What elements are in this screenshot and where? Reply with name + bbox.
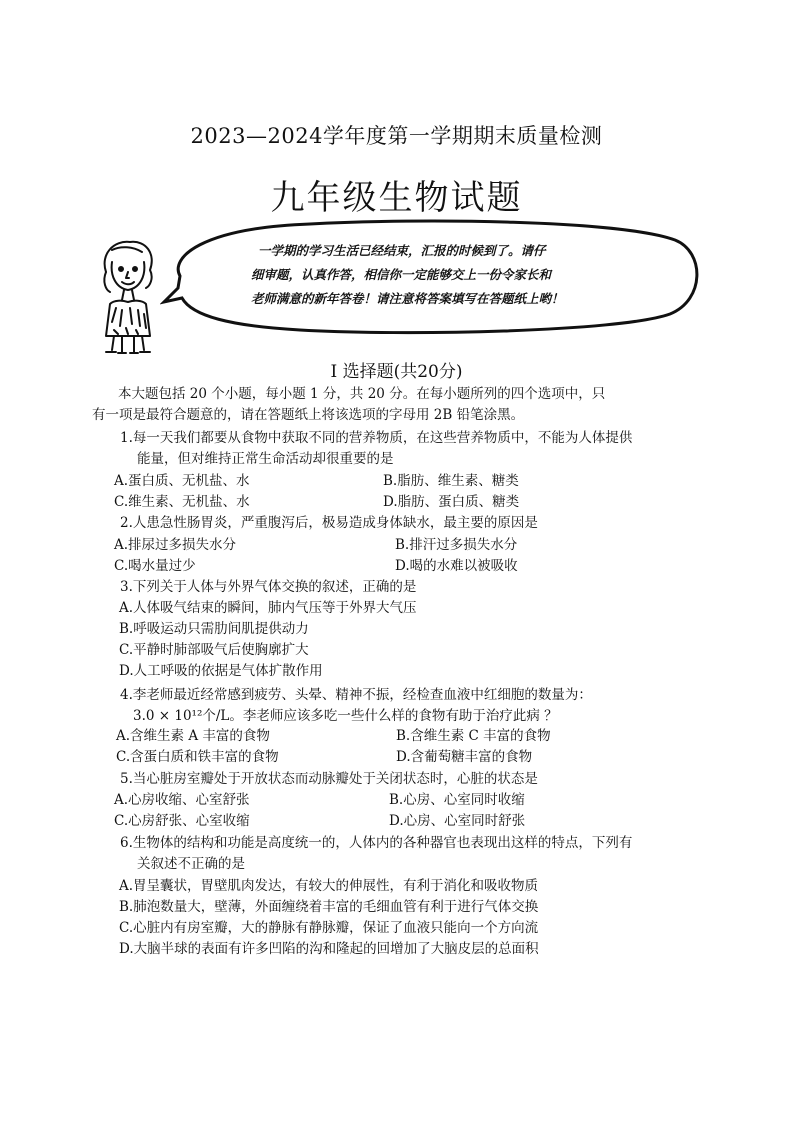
- question-3-option-d: D.人工呼吸的依据是气体扩散作用: [119, 663, 323, 679]
- question-3-option-b: B.呼吸运动只需肋间肌提供动力: [119, 621, 309, 637]
- question-3-option-a: A.人体吸气结束的瞬间，肺内气压等于外界大气压: [119, 600, 417, 616]
- question-1-option-a: A.蛋白质、无机盐、水: [114, 473, 250, 489]
- question-6-option-d: D.大脑半球的表面有许多凹陷的沟和隆起的回增加了大脑皮层的总面积: [119, 941, 539, 957]
- question-5-option-b: B.心房、心室同时收缩: [389, 792, 525, 808]
- cartoon-teacher-illustration: [92, 236, 168, 354]
- question-1-option-d: D.脂肪、蛋白质、糖类: [383, 494, 520, 510]
- question-1-option-b: B.脂肪、维生素、糖类: [383, 473, 519, 489]
- question-5-option-c: C.心房舒张、心室收缩: [114, 813, 250, 829]
- question-4-option-d: D.含葡萄糖丰富的食物: [396, 749, 533, 765]
- question-2-option-c: C.喝水量过少: [114, 558, 196, 574]
- question-6-option-c: C.心脏内有房室瓣，大的静脉有静脉瓣，保证了血液只能向一个方向流: [119, 920, 539, 936]
- question-4-option-b: B.含维生素 C 丰富的食物: [396, 728, 551, 744]
- question-4-stem-cont: 3.0 × 10¹²个/L。李老师应该多吃一些什么样的食物有助于治疗此病 ？: [133, 708, 558, 724]
- question-1-stem: 1.每一天我们都要从食物中获取不同的营养物质，在这些营养物质中，不能为人体提供: [120, 430, 633, 446]
- question-1-stem-cont: 能量，但对维持正常生命活动却很重要的是: [137, 451, 394, 467]
- question-5-option-a: A.心房收缩、心室舒张: [114, 792, 250, 808]
- section-intro-line-1: 本大题包括 20 个小题，每小题 1 分，共 20 分。在每小题所列的四个选项中，只: [118, 386, 606, 402]
- question-6-stem-cont: 关叙述不正确的是: [137, 856, 245, 872]
- question-1-option-c: C.维生素、无机盐、水: [114, 494, 250, 510]
- bubble-line-2: 细审题，认真作答，相信你一定能够交上一份令家长和: [251, 267, 552, 282]
- question-5-option-d: D.心房、心室同时舒张: [389, 813, 526, 829]
- question-2-option-b: B.排汗过多损失水分: [395, 537, 518, 553]
- question-4-stem: 4.李老师最近经常感到疲劳、头晕、精神不振，经检查血液中红细胞的数量为：: [120, 687, 592, 703]
- question-3-option-c: C.平静时肺部吸气后使胸廓扩大: [119, 642, 309, 658]
- question-6-option-a: A.胃呈囊状，胃壁肌肉发达，有较大的伸展性，有利于消化和吸收物质: [119, 878, 539, 894]
- question-5-stem: 5.当心脏房室瓣处于开放状态而动脉瓣处于关闭状态时，心脏的状态是: [120, 771, 538, 787]
- question-4-option-a: A.含维生素 A 丰富的食物: [116, 728, 270, 744]
- question-2-option-d: D.喝的水难以被吸收: [395, 558, 518, 574]
- question-4-option-c: C.含蛋白质和铁丰富的食物: [116, 749, 279, 765]
- question-3-stem: 3.下列关于人体与外界气体交换的叙述，正确的是: [120, 579, 417, 595]
- question-6-stem: 6.生物体的结构和功能是高度统一的，人体内的各种器官也表现出这样的特点，下列有: [120, 835, 633, 851]
- section-heading: Ⅰ 选择题(共20分): [330, 362, 463, 382]
- subject-title: 九年级生物试题: [270, 178, 523, 218]
- bubble-line-3: 老师满意的新年答卷！请注意将答案填写在答题纸上哟！: [251, 291, 564, 306]
- exam-title: 2023—2024学年度第一学期期末质量检测: [190, 124, 603, 148]
- bubble-line-1: 一学期的学习生活已经结束，汇报的时候到了。请仔: [258, 243, 546, 258]
- question-2-stem: 2.人患急性肠胃炎，严重腹泻后，极易造成身体缺水，最主要的原因是: [120, 515, 538, 531]
- section-intro-line-2: 有一项是最符合题意的，请在答题纸上将该选项的字母用 2B 铅笔涂黑。: [92, 407, 525, 423]
- question-2-option-a: A.排尿过多损失水分: [114, 537, 237, 553]
- question-6-option-b: B.肺泡数量大，壁薄，外面缠绕着丰富的毛细血管有利于进行气体交换: [119, 899, 539, 915]
